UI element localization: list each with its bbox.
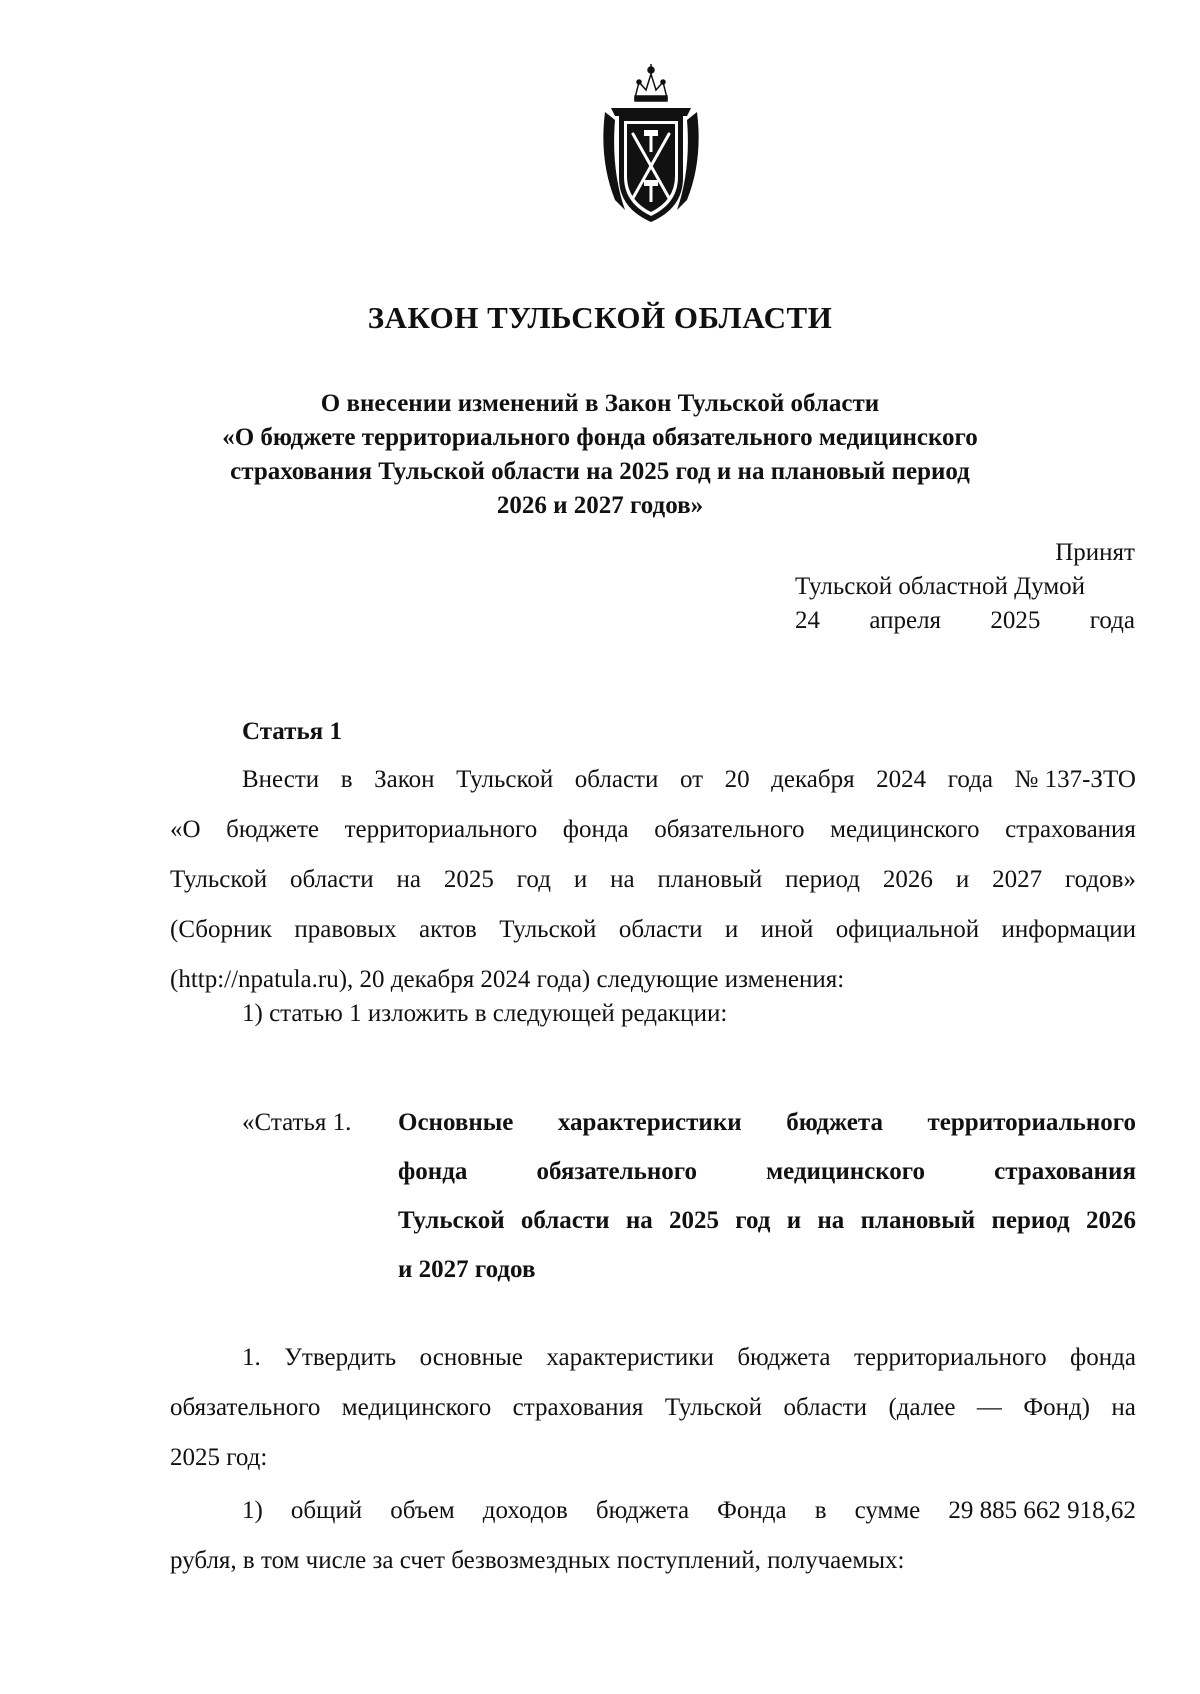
word: основные <box>419 1344 523 1371</box>
word: иной <box>760 916 814 943</box>
word: период <box>991 1207 1070 1234</box>
word: 2025 <box>669 1207 720 1234</box>
coat-of-arms-icon <box>591 60 711 230</box>
word: 2027 <box>992 866 1043 893</box>
word: от <box>679 766 704 793</box>
word: Тульской <box>499 916 597 943</box>
word: фонда <box>1070 1344 1136 1371</box>
word: плановый <box>657 866 763 893</box>
point-1-paragraph <box>170 1333 1136 1483</box>
adoption-date <box>795 604 1135 638</box>
word: 2026 <box>1085 1207 1136 1234</box>
word: доходов <box>482 1497 568 1524</box>
paragraph-line <box>170 805 1136 855</box>
word: бюджете <box>226 816 320 843</box>
word: объем <box>390 1497 455 1524</box>
word: обязательного <box>170 1394 321 1421</box>
word: (далее <box>888 1394 956 1421</box>
word: общий <box>290 1497 363 1524</box>
adopted-label: Принят <box>1055 539 1135 566</box>
word: плановый <box>860 1207 976 1234</box>
word: на <box>610 866 635 893</box>
word: и <box>724 916 739 943</box>
word: бюджета <box>786 1109 883 1136</box>
word: сумме <box>854 1497 921 1524</box>
word: области <box>618 916 703 943</box>
paragraph-line <box>170 855 1136 905</box>
word: на <box>1111 1394 1136 1421</box>
word: фонда <box>562 816 629 843</box>
word: год <box>735 1207 771 1234</box>
subtitle-line: О внесении изменений в Закон Тульской области <box>320 390 880 417</box>
word: медицинского <box>830 816 980 843</box>
word: территориального <box>927 1109 1136 1136</box>
heading-line <box>398 1098 1136 1147</box>
word: обязательного <box>536 1158 697 1185</box>
word: области <box>290 866 374 893</box>
word: 1. <box>242 1344 261 1371</box>
article-intro-paragraph <box>170 755 1136 1005</box>
word: 2024 <box>876 766 927 793</box>
word: Фонда <box>717 1497 787 1524</box>
adoption-year-word: года <box>1089 607 1135 634</box>
new-article-heading <box>398 1098 1136 1294</box>
heading-line <box>398 1147 1136 1196</box>
word: в <box>814 1497 827 1524</box>
word: № 137-ЗТО <box>1014 766 1136 793</box>
subtitle-line: страхования Тульской области на 2025 год и на плановый период <box>230 458 970 485</box>
word: актов <box>419 916 477 943</box>
adopted-by: Тульской областной Думой <box>795 573 1086 600</box>
adoption-month: апреля <box>869 607 942 634</box>
word: правовых <box>294 916 397 943</box>
word: года <box>947 766 993 793</box>
word: 20 <box>724 766 750 793</box>
heading-line <box>398 1196 1136 1245</box>
word: Тульской <box>170 866 268 893</box>
word: территориального <box>854 1344 1047 1371</box>
amendment-item: 1) статью 1 изложить в следующей редакции: <box>242 1000 728 1027</box>
paragraph-line: рубля, в том числе за счет безвозмездных поступлений, получаемых: <box>170 1547 905 1574</box>
word: и <box>786 1207 802 1234</box>
word: и <box>573 866 588 893</box>
paragraph-line <box>170 1333 1136 1383</box>
adoption-block <box>795 536 1135 638</box>
word: Тульской <box>398 1207 505 1234</box>
word: (Сборник <box>170 916 272 943</box>
word: Тульской <box>456 766 554 793</box>
paragraph-line <box>170 755 1136 805</box>
law-title: ЗАКОН ТУЛЬСКОЙ ОБЛАСТИ <box>367 300 833 335</box>
word: 2025 <box>443 866 494 893</box>
word: области <box>574 766 659 793</box>
subtitle-line: «О бюджете территориального фонда обязательного медицинского <box>222 424 978 451</box>
word: — <box>976 1394 1002 1421</box>
word: и <box>955 866 970 893</box>
word: страхования <box>512 1394 644 1421</box>
word: Основные <box>398 1109 514 1136</box>
word: бюджета <box>595 1497 690 1524</box>
word: области <box>520 1207 610 1234</box>
word: информации <box>1001 916 1136 943</box>
word: 29 885 662 918,62 <box>948 1497 1136 1524</box>
paragraph-line <box>170 905 1136 955</box>
heading-line: и 2027 годов <box>398 1256 536 1283</box>
word: территориального <box>344 816 538 843</box>
word: год <box>516 866 551 893</box>
word: 1) <box>242 1497 263 1524</box>
word: на <box>625 1207 653 1234</box>
word: характеристики <box>557 1109 742 1136</box>
word: медицинского <box>766 1158 926 1185</box>
word: характеристики <box>546 1344 714 1371</box>
word: Фонд) <box>1023 1394 1090 1421</box>
word: официальной <box>835 916 980 943</box>
word: декабря <box>771 766 855 793</box>
word: на <box>396 866 421 893</box>
word: обязательного <box>654 816 805 843</box>
word: на <box>817 1207 845 1234</box>
word: «О <box>170 816 201 843</box>
paragraph-line <box>170 1383 1136 1433</box>
adoption-year: 2025 <box>990 607 1041 634</box>
word: страхования <box>994 1158 1136 1185</box>
law-subtitle <box>140 387 1060 523</box>
subtitle-line: 2026 и 2027 годов» <box>496 492 704 519</box>
new-article-prefix: «Статья 1. <box>242 1109 352 1136</box>
word: Тульской <box>664 1394 763 1421</box>
paragraph-line: 2025 год: <box>170 1444 268 1471</box>
paragraph-line <box>170 1486 1136 1536</box>
word: медицинского <box>341 1394 492 1421</box>
word: страхования <box>1005 816 1136 843</box>
word: бюджета <box>737 1344 831 1371</box>
adoption-day: 24 <box>795 607 820 634</box>
subpoint-1-paragraph <box>170 1486 1136 1586</box>
word: Закон <box>374 766 435 793</box>
paragraph-line: (http://npatula.ru), 20 декабря 2024 года) следующие изменения: <box>170 966 845 993</box>
word: Внести <box>242 766 320 793</box>
word: годов» <box>1064 866 1136 893</box>
word: в <box>340 766 353 793</box>
article-heading: Статья 1 <box>242 718 342 745</box>
word: период <box>785 866 861 893</box>
word: Утвердить <box>284 1344 397 1371</box>
word: области <box>783 1394 868 1421</box>
word: 2026 <box>882 866 933 893</box>
word: фонда <box>398 1158 468 1185</box>
